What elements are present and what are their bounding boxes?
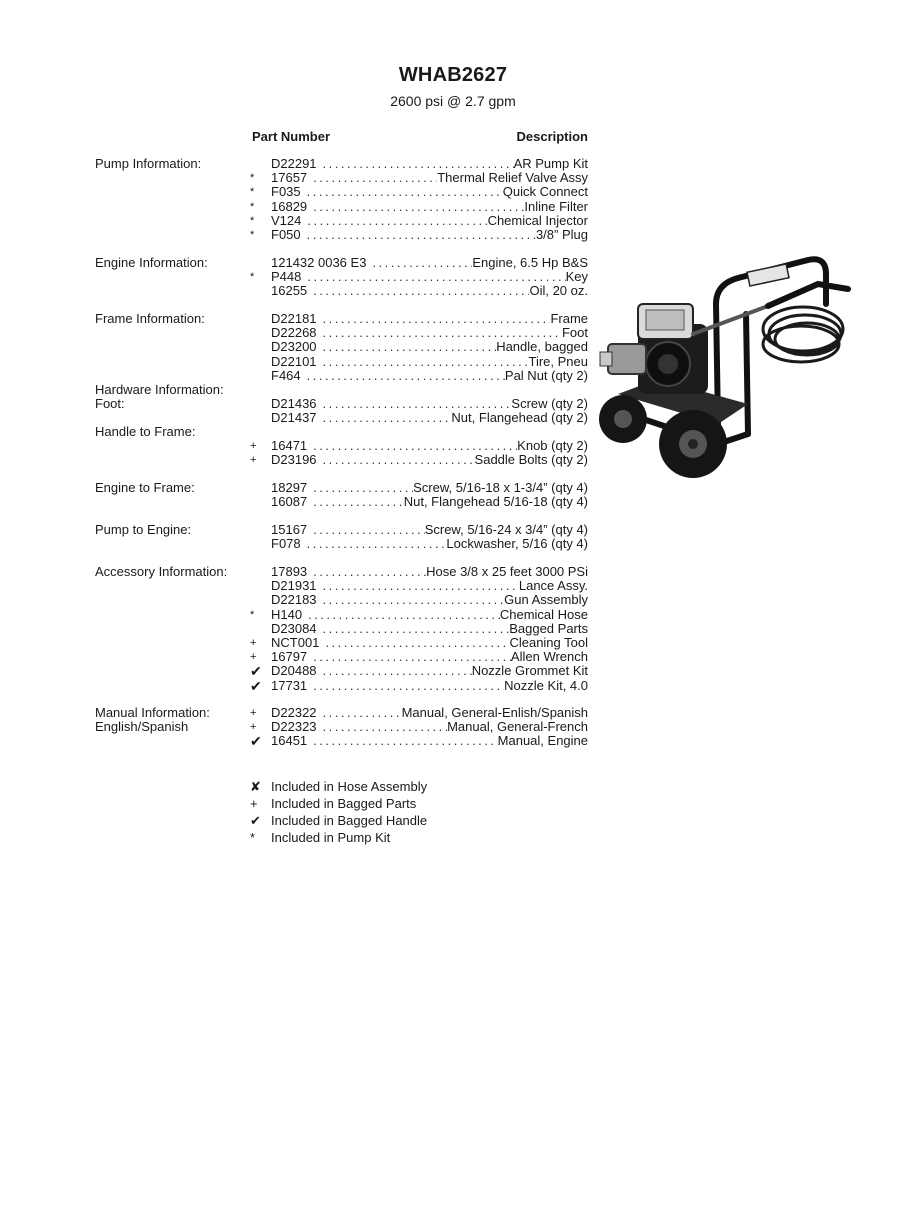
part-number: D22101 — [271, 353, 317, 369]
legend-item — [250, 812, 550, 829]
part-number: F035 — [271, 184, 301, 200]
part-line — [271, 439, 588, 453]
part-row — [250, 720, 588, 734]
part-description: Manual, General-French — [447, 719, 588, 735]
part-row — [250, 397, 588, 411]
part-marker: * — [250, 229, 255, 241]
section-label — [95, 383, 224, 411]
leader-dots — [323, 340, 497, 354]
leader-dots — [313, 495, 404, 509]
part-line — [271, 200, 588, 214]
part-description: Oil, 20 oz. — [529, 283, 588, 299]
part-row — [250, 256, 588, 270]
part-number: D23196 — [271, 452, 317, 468]
part-line — [271, 734, 588, 748]
part-marker: + — [250, 440, 257, 453]
part-description: Saddle Bolts (qty 2) — [474, 452, 588, 468]
part-description: Nut, Flangehead 5/16-18 (qty 4) — [403, 494, 588, 510]
leader-dots — [323, 397, 512, 411]
leader-dots — [323, 720, 448, 734]
part-line — [271, 369, 588, 383]
section-label — [95, 256, 208, 270]
leader-dots — [307, 537, 447, 551]
part-line — [271, 495, 588, 509]
leader-dots — [313, 734, 498, 748]
part-row — [250, 650, 588, 664]
part-line — [271, 537, 588, 551]
part-description: Lockwasher, 5/16 (qty 4) — [446, 536, 588, 552]
part-line — [271, 579, 588, 593]
part-description: Inline Filter — [524, 198, 588, 214]
leader-dots — [313, 481, 413, 495]
part-number: F464 — [271, 367, 301, 383]
part-number: F078 — [271, 536, 301, 552]
part-description: AR Pump Kit — [513, 156, 588, 171]
part-number: V124 — [271, 212, 302, 228]
part-row — [250, 312, 588, 326]
part-marker: * — [250, 214, 255, 227]
legend-text: Included in Bagged Handle — [271, 813, 428, 828]
leader-dots — [325, 636, 509, 650]
part-line — [271, 679, 588, 693]
leader-dots — [323, 326, 562, 340]
part-number: D20488 — [271, 663, 317, 679]
part-line — [271, 706, 588, 720]
legend-symbol: + — [250, 796, 258, 811]
part-description: Key — [565, 269, 588, 285]
part-line — [271, 593, 588, 607]
part-number: D23200 — [271, 339, 317, 355]
pressure-washer-illustration — [598, 244, 860, 488]
part-line — [271, 270, 588, 284]
part-number: 17731 — [271, 677, 308, 693]
leader-dots — [307, 228, 536, 242]
part-description: Screw, 5/16-18 x 1-3/4” (qty 4) — [413, 480, 588, 495]
part-line — [271, 397, 588, 411]
section-label-line: Accessory Information: — [95, 564, 228, 579]
part-number: 16451 — [271, 733, 308, 749]
part-line — [271, 340, 588, 354]
model-rating: 2600 psi @ 2.7 gpm — [390, 93, 516, 109]
part-description: Lance Assy. — [518, 578, 588, 594]
part-description: Gun Assembly — [504, 592, 588, 608]
part-line — [271, 453, 588, 467]
part-row — [250, 214, 588, 228]
part-line — [271, 720, 588, 734]
part-marker: * — [250, 172, 255, 185]
section-label — [95, 565, 227, 579]
part-line — [271, 411, 588, 425]
part-description: Chemical Hose — [499, 606, 588, 622]
legend-text: Included in Hose Assembly — [271, 779, 428, 794]
part-description: Manual, Engine — [497, 733, 588, 749]
leader-dots — [313, 523, 425, 537]
leader-dots — [313, 439, 517, 453]
legend-item — [250, 795, 550, 812]
part-row — [250, 270, 588, 284]
column-header-part-number: Part Number — [252, 129, 331, 144]
section-label-line: Foot: — [95, 396, 125, 412]
part-line — [271, 355, 588, 369]
part-description: Handle, bagged — [496, 339, 588, 355]
leader-dots — [323, 355, 529, 369]
part-description: Pal Nut (qty 2) — [504, 367, 588, 383]
part-marker: * — [250, 608, 255, 621]
part-number: D22322 — [271, 705, 317, 720]
part-number: D23084 — [271, 620, 317, 636]
part-line — [271, 608, 588, 622]
part-description: Cleaning Tool — [509, 635, 588, 650]
part-description: Nozzle Kit, 4.0 — [504, 677, 588, 693]
part-line — [271, 636, 588, 650]
part-number: D21436 — [271, 396, 317, 412]
part-description: Allen Wrench — [510, 649, 588, 665]
part-number: P448 — [271, 269, 302, 285]
leader-dots — [313, 200, 524, 214]
part-marker: ✔ — [250, 677, 262, 694]
part-row — [250, 481, 588, 495]
part-line — [271, 622, 588, 636]
section-label-line: Hardware Information: — [95, 382, 224, 397]
part-description: Nozzle Grommet Kit — [471, 663, 588, 679]
part-marker: * — [250, 200, 255, 213]
part-number: D21931 — [271, 578, 317, 594]
leader-dots — [313, 284, 529, 298]
part-marker: + — [250, 454, 257, 467]
part-description: Manual, General-Enlish/Spanish — [401, 705, 588, 720]
legend-text: Included in Bagged Parts — [271, 796, 417, 811]
section-label-line: Pump to Engine: — [95, 522, 192, 537]
part-line — [271, 312, 588, 326]
leader-dots — [323, 706, 402, 720]
leader-dots — [313, 565, 426, 579]
part-number: D22291 — [271, 156, 317, 171]
part-number: 15167 — [271, 522, 308, 537]
part-number: 16087 — [271, 494, 308, 510]
part-row — [250, 157, 588, 171]
part-description: Frame — [550, 311, 588, 326]
part-row — [250, 537, 588, 551]
part-row — [250, 664, 588, 678]
leader-dots — [323, 453, 475, 467]
leader-dots — [307, 214, 487, 228]
part-line — [271, 481, 588, 495]
part-row — [250, 636, 588, 650]
part-row — [250, 453, 588, 467]
part-number: 16797 — [271, 649, 308, 665]
column-header-description: Description — [516, 129, 588, 144]
section-label — [95, 312, 205, 326]
part-description: Hose 3/8 x 25 feet 3000 PSi — [426, 564, 588, 579]
part-row — [250, 608, 588, 622]
leader-dots — [323, 622, 510, 636]
section-label-line: Manual Information: — [95, 705, 210, 720]
leader-dots — [323, 312, 551, 326]
leader-dots — [307, 369, 505, 383]
part-description: Knob (qty 2) — [517, 438, 588, 454]
part-line — [271, 214, 588, 228]
part-number: F050 — [271, 227, 301, 242]
section-label-line: Handle to Frame: — [95, 424, 196, 439]
leader-dots — [307, 270, 565, 284]
part-row — [250, 593, 588, 607]
part-marker: ✔ — [250, 733, 262, 750]
part-row — [250, 171, 588, 185]
part-number: D22323 — [271, 719, 317, 735]
section-label-line: Engine Information: — [95, 255, 208, 270]
part-row — [250, 185, 588, 199]
section-label-line: Engine to Frame: — [95, 480, 195, 495]
legend-symbol: ✘ — [250, 779, 261, 794]
leader-dots — [372, 256, 472, 270]
part-number: 17657 — [271, 170, 308, 186]
part-description: Thermal Relief Valve Assy — [437, 170, 588, 186]
section-label-line: Pump Information: — [95, 156, 202, 171]
part-row — [250, 326, 588, 340]
part-row — [250, 411, 588, 425]
section-label — [95, 706, 210, 734]
leader-dots — [323, 157, 514, 171]
leader-dots — [307, 185, 503, 199]
part-number: 16255 — [271, 283, 308, 299]
model-title: WHAB2627 — [398, 64, 508, 86]
legend-item — [250, 778, 550, 795]
part-marker: ✔ — [250, 663, 262, 680]
part-marker: + — [250, 721, 257, 734]
section-label-line: English/Spanish — [95, 719, 189, 735]
leader-dots — [323, 593, 505, 607]
section-label — [95, 157, 201, 171]
part-number: 16829 — [271, 198, 308, 214]
legend-item — [250, 829, 550, 846]
part-row — [250, 706, 588, 720]
part-line — [271, 256, 588, 270]
part-line — [271, 523, 588, 537]
leader-dots — [313, 679, 504, 693]
part-row — [250, 495, 588, 509]
part-number: D22268 — [271, 325, 317, 341]
part-line — [271, 664, 588, 678]
part-row — [250, 679, 588, 693]
part-description: Nut, Flangehead (qty 2) — [451, 410, 588, 426]
legend-symbol: * — [250, 830, 256, 845]
part-row — [250, 439, 588, 453]
part-line — [271, 565, 588, 579]
part-row — [250, 228, 588, 242]
part-line — [271, 228, 588, 242]
legend-text: Included in Pump Kit — [271, 830, 391, 845]
part-description: Screw, 5/16-24 x 3/4” (qty 4) — [424, 522, 588, 537]
leader-dots — [323, 664, 472, 678]
part-number: NCT001 — [271, 635, 320, 650]
part-row — [250, 200, 588, 214]
leader-dots — [323, 579, 519, 593]
part-row — [250, 355, 588, 369]
part-number: D22181 — [271, 311, 317, 326]
part-number: 121432 0036 E3 — [271, 255, 367, 270]
legend — [250, 778, 550, 846]
part-row — [250, 369, 588, 383]
part-marker: * — [250, 186, 255, 199]
part-row — [250, 565, 588, 579]
leader-dots — [308, 608, 500, 622]
part-row — [250, 579, 588, 593]
part-description: Tire, Pneu — [528, 353, 588, 369]
part-row — [250, 340, 588, 354]
part-marker: * — [250, 271, 255, 284]
part-description: Foot — [561, 325, 588, 341]
part-row — [250, 523, 588, 537]
leader-dots — [313, 171, 437, 185]
part-line — [271, 326, 588, 340]
part-description: Engine, 6.5 Hp B&S — [472, 255, 588, 270]
part-line — [271, 171, 588, 185]
legend-symbol: ✔ — [250, 813, 261, 828]
part-line — [271, 284, 588, 298]
leader-dots — [323, 411, 452, 425]
part-description: Quick Connect — [502, 184, 588, 200]
section-label — [95, 425, 195, 439]
part-description: Bagged Parts — [509, 620, 588, 636]
part-number: 18297 — [271, 480, 308, 495]
part-number: 17893 — [271, 564, 308, 579]
leader-dots — [313, 650, 511, 664]
part-description: Screw (qty 2) — [511, 396, 588, 412]
part-description: 3/8” Plug — [535, 227, 588, 242]
section-label — [95, 481, 195, 495]
part-marker: + — [250, 637, 257, 649]
part-marker: + — [250, 707, 257, 719]
part-line — [271, 185, 588, 199]
section-label-line: Frame Information: — [95, 311, 205, 326]
part-line — [271, 157, 588, 171]
part-row — [250, 622, 588, 636]
part-number: D21437 — [271, 410, 317, 426]
part-number: 16471 — [271, 438, 308, 454]
part-row — [250, 284, 588, 298]
part-row — [250, 734, 588, 748]
part-marker: + — [250, 651, 257, 664]
part-line — [271, 650, 588, 664]
part-number: H140 — [271, 606, 303, 622]
part-number: D22183 — [271, 592, 317, 608]
part-description: Chemical Injector — [487, 212, 588, 228]
section-label — [95, 523, 191, 537]
